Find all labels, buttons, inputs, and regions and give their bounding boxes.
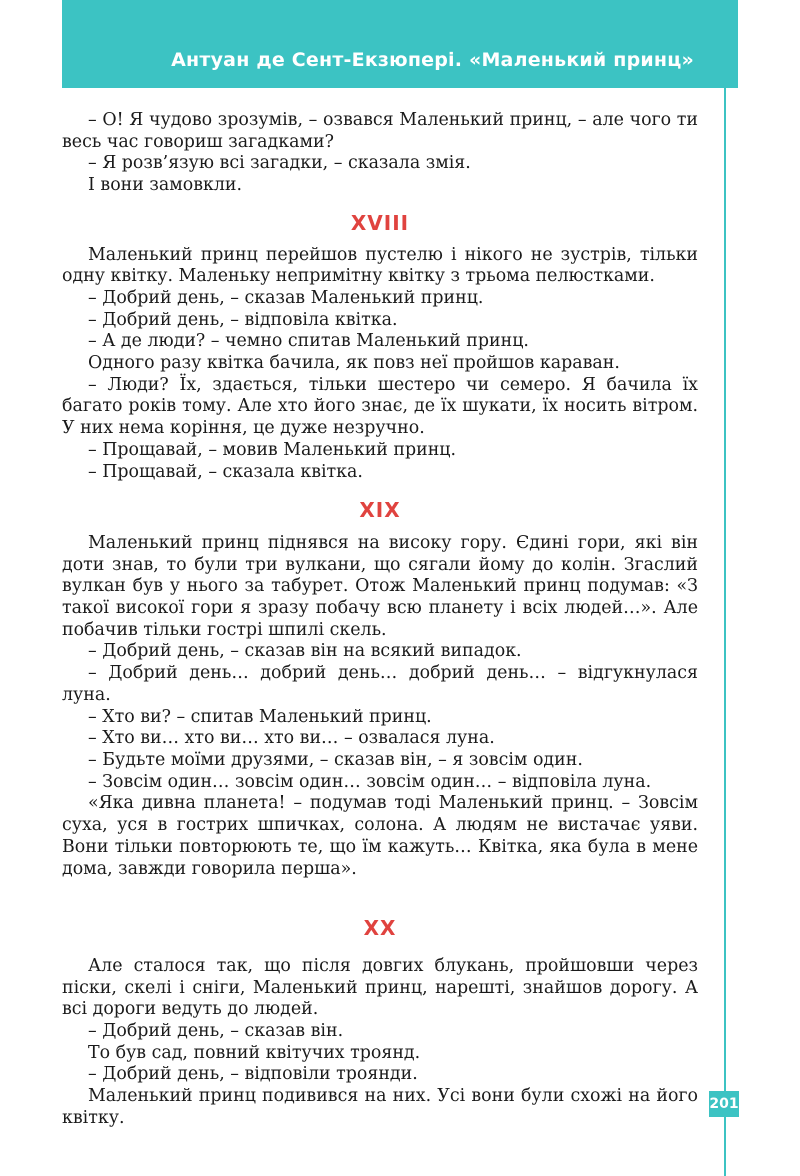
paragraph: І вони замовкли.: [88, 175, 243, 196]
paragraph: – Люди? Їх, здається, тільки шестеро чи семеро. Я бачила їх багато років тому. Але хто його знає, де їх шукати, їх носить вітром. У них нема коріння, це дуже незручно.: [62, 374, 698, 439]
chapter-heading-xviii: XVIII: [350, 210, 410, 235]
paragraph: – А де люди? – чемно спитав Маленький принц.: [88, 331, 529, 352]
paragraph: То був сад, повний квітучих троянд.: [88, 1042, 421, 1063]
paragraph: – Хто ви? – спитав Маленький принц.: [88, 706, 432, 727]
paragraph: – Прощавай, – сказала квітка.: [88, 461, 363, 482]
paragraph: – Добрий день… добрий день… добрий день… – відгукнулася луна.: [62, 663, 698, 705]
paragraph: – Прощавай, – мовив Маленький принц.: [88, 439, 457, 460]
paragraph: – Добрий день, – відповіла квітка.: [88, 309, 398, 330]
paragraph: – Добрий день, – відповіли троянди.: [88, 1064, 418, 1085]
paragraph: – Хто ви… хто ви… хто ви… – озвалася луна.: [88, 728, 495, 749]
paragraph: Маленький принц подивився на них. Усі вони були схожі на його квітку.: [62, 1086, 698, 1128]
paragraph: – Добрий день, – сказав він.: [88, 1021, 344, 1042]
paragraph: – Зовсім один… зовсім один… зовсім один… – відповіла луна.: [88, 771, 652, 792]
header-band: [62, 0, 738, 88]
page-number: 201: [709, 1091, 739, 1117]
paragraph: Маленький принц перейшов пустелю і нікого не зустрів, тільки одну квітку. Маленьку непримітну квітку з трьома пелюстками.: [62, 244, 698, 287]
page-body: [62, 110, 698, 1130]
paragraph: – Будьте моїми друзями, – сказав він, – я зовсім один.: [88, 749, 583, 770]
paragraph: – Добрий день, – сказав Маленький принц.: [88, 287, 484, 308]
margin-rule: [724, 88, 726, 1176]
paragraph: – О! Я чудово зрозумів, – озвався Маленький принц, – але чого ти весь час говориш загадками?: [62, 110, 698, 152]
paragraph: Маленький принц піднявся на високу гору. Єдині гори, які він доти знав, то були три вулкани, що сягали йому до колін. Згаслий вулкан був у нього за табурет. Отож Маленький принц подумав: «З такої високої гори я зразу побачу всю планету і всіх людей…». Але побачив тільки гострі шпилі скель.: [62, 532, 698, 640]
paragraph: Але сталося так, що після довгих блукань, пройшовши через піски, скелі і сніги, Маленький принц, нарешті, знайшов дорогу. А всі дороги ведуть до людей.: [62, 955, 698, 1020]
running-header-title: Антуан де Сент-Екзюпері. «Маленький принц»: [171, 49, 694, 71]
chapter-heading-xx: XX: [363, 916, 397, 941]
paragraph: Одного разу квітка бачила, як повз неї пройшов караван.: [88, 353, 620, 374]
chapter-heading-xix: XIX: [359, 498, 401, 523]
paragraph: «Яка дивна планета! – подумав тоді Маленький принц. – Зовсім суха, уся в гострих шпичках, солона. А людям не вистачає уяви. Вони тільки повторюють те, що їм кажуть… Квітка, яка була в мене дома, завжди говорила перша».: [62, 793, 698, 879]
paragraph: – Добрий день, – сказав він на всякий випадок.: [88, 641, 522, 662]
paragraph: – Я розв’язую всі загадки, – сказала змія.: [88, 153, 471, 174]
